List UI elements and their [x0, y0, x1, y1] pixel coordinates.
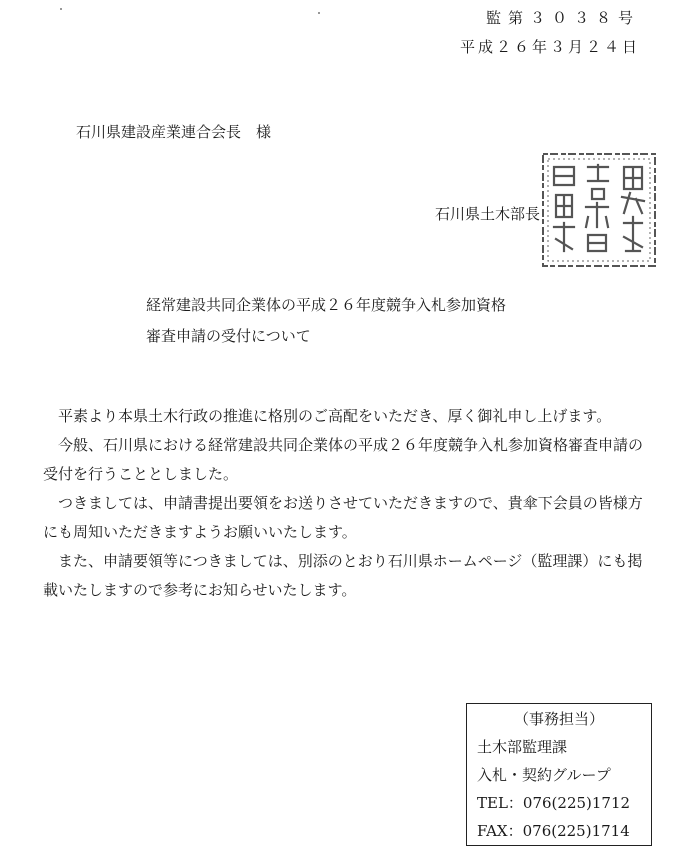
document-number: 監第３０３８号 — [485, 9, 640, 27]
contact-heading: （事務担当） — [513, 710, 604, 728]
addressee: 石川県建設産業連合会長 様 — [76, 123, 272, 141]
subject-line-1: 経常建設共同企業体の平成２６年度競争入札参加資格 — [146, 296, 507, 314]
official-seal-stamp — [540, 151, 658, 269]
body-paragraph-1: 平素より本県土木行政の推進に格別のご高配をいただき、厚く御礼申し上げます。 — [58, 407, 612, 425]
subject-line-2: 審査申請の受付について — [146, 327, 311, 345]
contact-tel: TEL：076(225)1712 — [477, 794, 631, 812]
body-text — [43, 402, 643, 605]
contact-fax: FAX：076(225)1714 — [477, 822, 630, 840]
sender: 石川県土木部長 — [435, 205, 541, 223]
body-paragraph-2: 今般、石川県における経常建設共同企業体の平成２６年度競争入札参加資格審査申請の受付を行うこととしました。 — [43, 436, 644, 483]
subject — [146, 290, 506, 352]
document-date: 平成２６年３月２４日 — [459, 38, 640, 56]
scan-speck — [60, 8, 62, 10]
contact-group: 入札・契約グループ — [477, 766, 611, 784]
contact-department: 土木部監理課 — [477, 738, 568, 756]
contact-box — [466, 703, 652, 846]
scan-speck — [318, 12, 320, 14]
body-paragraph-4: また、申請要領等につきましては、別添のとおり石川県ホームページ（監理課）にも掲載いたしますので参考にお知らせいたします。 — [43, 552, 643, 599]
body-paragraph-3: つきましては、申請書提出要領をお送りさせていただきますので、貴傘下会員の皆様方にも周知いただきますようお願いいたします。 — [43, 494, 643, 541]
